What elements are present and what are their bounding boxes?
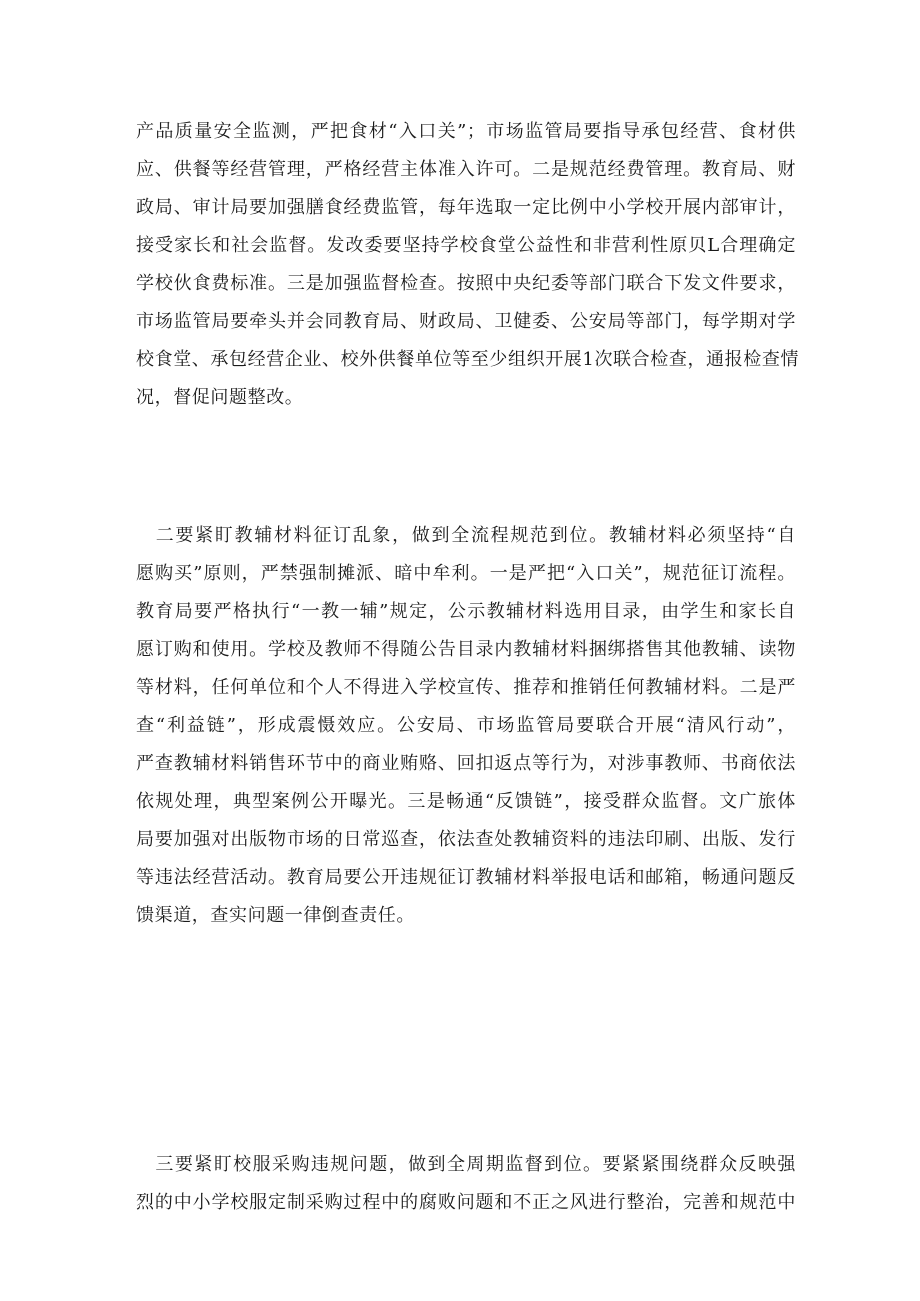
paragraph-2 — [136, 517, 796, 935]
text-line: 接受家长和社会监督。发改委要坚持学校食堂公益性和非营利性原贝L合理确定 — [136, 235, 796, 256]
text-line: 严查教辅材料销售环节中的商业贿赂、回扣返点等行为，对涉事教师、书商依法 — [136, 753, 796, 774]
text-line: 三要紧盯校服采购违规问题，做到全周期监督到位。要紧紧围绕群众反映强 — [136, 1154, 796, 1175]
text-line: 产品质量安全监测，严把食材“入口关”；市场监管局要指导承包经营、食材供 — [136, 121, 796, 142]
paragraph-3 — [136, 1146, 796, 1222]
text-line: 烈的中小学校服定制采购过程中的腐败问题和不正之风进行整治，完善和规范中 — [136, 1192, 796, 1213]
text-line: 馈渠道，查实问题一律倒查责任。 — [136, 905, 415, 926]
text-line: 等违法经营活动。教育局要公开违规征订教辅材料举报电话和邮箱，畅通问题反 — [136, 867, 796, 888]
text-line: 学校伙食费标准。三是加强监督检查。按照中央纪委等部门联合下发文件要求， — [136, 273, 796, 294]
text-line: 校食堂、承包经营企业、校外供餐单位等至少组织开展1次联合检查，通报检查情 — [136, 349, 800, 370]
text-line: 查“利益链”，形成震慑效应。公安局、市场监管局要联合开展“清风行动”， — [136, 715, 796, 736]
paragraph-1 — [136, 113, 800, 417]
text-line: 况，督促问题整改。 — [136, 387, 304, 408]
text-line: 应、供餐等经营管理，严格经营主体准入许可。二是规范经费管理。教育局、财 — [136, 159, 796, 180]
text-line: 市场监管局要牵头并会同教育局、财政局、卫健委、公安局等部门，每学期对学 — [136, 311, 796, 332]
text-line: 政局、审计局要加强膳食经费监管，每年选取一定比例中小学校开展内部审计， — [136, 197, 796, 218]
text-line: 依规处理，典型案例公开曝光。三是畅通“反馈链”，接受群众监督。文广旅体 — [136, 791, 796, 812]
text-line: 等材料，任何单位和个人不得进入学校宣传、推荐和推销任何教辅材料。二是严 — [136, 677, 796, 698]
text-line: 教育局要严格执行“一教一辅”规定，公示教辅材料选用目录，由学生和家长自 — [136, 601, 796, 622]
text-line: 二要紧盯教辅材料征订乱象，做到全流程规范到位。教辅材料必须坚持“自 — [136, 525, 796, 546]
text-line: 愿购买”原则，严禁强制摊派、暗中牟利。一是严把“入口关”，规范征订流程。 — [136, 563, 796, 584]
text-line: 愿订购和使用。学校及教师不得随公告目录内教辅材料捆绑搭售其他教辅、读物 — [136, 639, 796, 660]
text-line: 局要加强对出版物市场的日常巡查，依法查处教辅资料的违法印刷、出版、发行 — [136, 829, 796, 850]
